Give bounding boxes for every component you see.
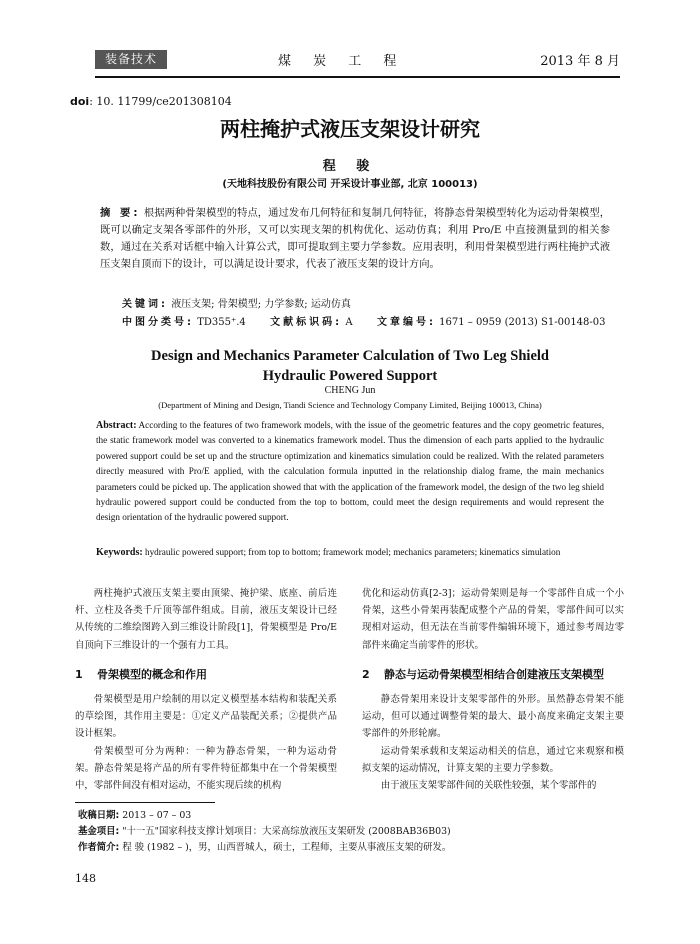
abstract-en	[96, 418, 604, 526]
issue-date: 2013 年 8 月	[540, 54, 620, 69]
bio-value: 程 骏 (1982 – )，男，山西晋城人，硕士，工程师，主要从事液压支架的研发。	[122, 842, 452, 853]
affiliation-en: (Department of Mining and Design, Tiandi Science and Technology Company Limited, Beijing 100013, China)	[158, 400, 542, 410]
section-1-heading	[75, 666, 337, 683]
right-continuation-paragraph: 优化和运动仿真[2-3]；运动骨架则是每一个零部件自成一个小骨架，这些小骨架再装配成整个产品的骨架，零部件间可以实现相对运动，但无法在当前零件编辑环境下，通过参考周边零部件来确定当前零件的形状。	[362, 588, 624, 651]
footnotes	[78, 808, 638, 856]
section-1-paragraph-2: 骨架模型可分为两种：一种为静态骨架，一种为运动骨架。静态骨架是将产品的所有零件特征都集中在一个骨架模型中，零部件间没有相对运动，不能实现后续的机构	[75, 745, 337, 792]
abstract-en-text: According to the features of two framework models, with the issue of the geometric features and the copy geometric features, the static framework model was converted to a kinematics framework model. Thus the dimension of each parts applied to the hydraulic powered support could be set up and the structure optimization and kinematics simulation could be realized. With the related parameters directly measured with Pro/E applied, with the calculation formula inputted in the relationship dialog frame, the main mechanics parameters could be picked up. The application showed that with the application of the framework model, the design of the two leg shield hydraulic powered support could be conducted from the top to bottom, could meet the design requirements and would represent the design orientation of the hydraulic powered support.	[96, 420, 604, 523]
section-2-paragraph-3: 由于液压支架零部件间的关联性较强，某个零部件的	[380, 780, 597, 792]
abstract-en-label: Abstract:	[96, 420, 137, 431]
author-en: CHENG Jun	[324, 385, 376, 396]
section-1-title: 骨架模型的概念和作用	[97, 667, 207, 681]
received-value: 2013 – 07 – 03	[122, 810, 192, 821]
doi-line: doi: 10. 11799/ce201308104	[70, 95, 232, 108]
section-2-title: 静态与运动骨架模型相结合创建液压支架模型	[384, 667, 604, 681]
section-1-number: 1	[75, 667, 83, 681]
received-label: 收稿日期:	[78, 810, 120, 821]
clc-value: TD355⁺.4	[197, 317, 246, 328]
keywords-en-label: Keywords:	[96, 547, 143, 558]
classification-line	[122, 313, 606, 328]
intro-paragraph: 两柱掩护式液压支架主要由顶梁、掩护梁、底座、前后连杆、立柱及各类千斤顶等部件组成。目前，液压支架设计已经从传统的二维绘图跨入到三维设计阶段[1]，骨架模型是 Pro/E 自顶向下三维设计的一个强有力工具。	[75, 588, 337, 651]
title-en	[0, 346, 700, 386]
section-label: 装备技术	[95, 50, 167, 69]
keywords-en	[96, 545, 604, 560]
author-cn: 程 骏	[322, 159, 378, 174]
abstract-cn	[100, 205, 610, 273]
title-en-line2: Hydraulic Powered Support	[262, 368, 438, 384]
journal-name: 煤 炭 工 程	[278, 54, 406, 69]
header-rule	[95, 76, 620, 78]
keywords-cn	[122, 295, 351, 310]
footnote-rule	[75, 802, 215, 803]
body-column-right	[362, 585, 624, 794]
title-cn: 两柱掩护式液压支架设计研究	[220, 117, 480, 141]
doc-code-label: 文献标识码:	[270, 317, 343, 328]
doc-code-value: A	[345, 317, 353, 328]
section-1-paragraph-1: 骨架模型是用户绘制的用以定义模型基本结构和装配关系的草绘图，其作用主要是：①定义产品装配关系；②提供产品设计框架。	[75, 694, 337, 740]
fund-label: 基金项目:	[78, 826, 120, 837]
affiliation-cn: (天地科技股份有限公司 开采设计事业部, 北京 100013)	[222, 179, 478, 190]
body-column-left	[75, 585, 337, 794]
keywords-en-text: hydraulic powered support; from top to bottom; framework model; mechanics parameters; kinematics simulation	[144, 547, 561, 557]
clc-label: 中图分类号:	[122, 317, 194, 328]
abstract-cn-text: 根据两种骨架模型的特点，通过发布几何特征和复制几何特征，将静态骨架模型转化为运动骨架模型，既可以确定支架各零部件的外形，又可以实现支架的机构优化、运动仿真；利用 Pro/E 中直接测量到的相关参数，通过在关系对话框中输入计算公式，即可提取到主要力学参数。应用表明，利用骨架模型进行两柱掩护式液压支架自顶而下的设计，可以满足设计要求，代表了液压支架的设计方向。	[100, 207, 611, 270]
abstract-cn-label: 摘 要:	[100, 207, 141, 219]
section-2-number: 2	[362, 667, 370, 681]
section-2-paragraph-2: 运动骨架承载和支架运动相关的信息，通过它来观察和模拟支架的运动情况，计算支架的主要力学参数。	[362, 745, 624, 774]
fund-line	[78, 824, 638, 840]
article-number-label: 文章编号:	[376, 317, 436, 328]
title-en-line1: Design and Mechanics Parameter Calculation of Two Leg Shield	[151, 348, 549, 364]
bio-label: 作者简介:	[78, 842, 120, 853]
article-number-value: 1671 – 0959 (2013) S1-00148-03	[439, 317, 606, 328]
section-2-heading	[362, 666, 624, 683]
keywords-cn-label: 关键词:	[122, 299, 168, 310]
author-bio	[78, 840, 638, 856]
keywords-cn-text: 液压支架; 骨架模型; 力学参数; 运动仿真	[171, 299, 351, 310]
doi-label: doi	[70, 95, 90, 108]
doi-value: 10. 11799/ce201308104	[96, 95, 232, 108]
section-2-paragraph-1: 静态骨架用来设计支架零部件的外形。虽然静态骨架不能运动，但可以通过调整骨架的最大、最小高度来确定支架主要零部件的外形轮廓。	[362, 694, 624, 740]
page-number: 148	[75, 872, 96, 885]
received-date	[78, 808, 638, 824]
fund-value: "十一五"国家科技支撑计划项目：大采高综放液压支架研发 (2008BAB36B03)	[122, 826, 451, 837]
